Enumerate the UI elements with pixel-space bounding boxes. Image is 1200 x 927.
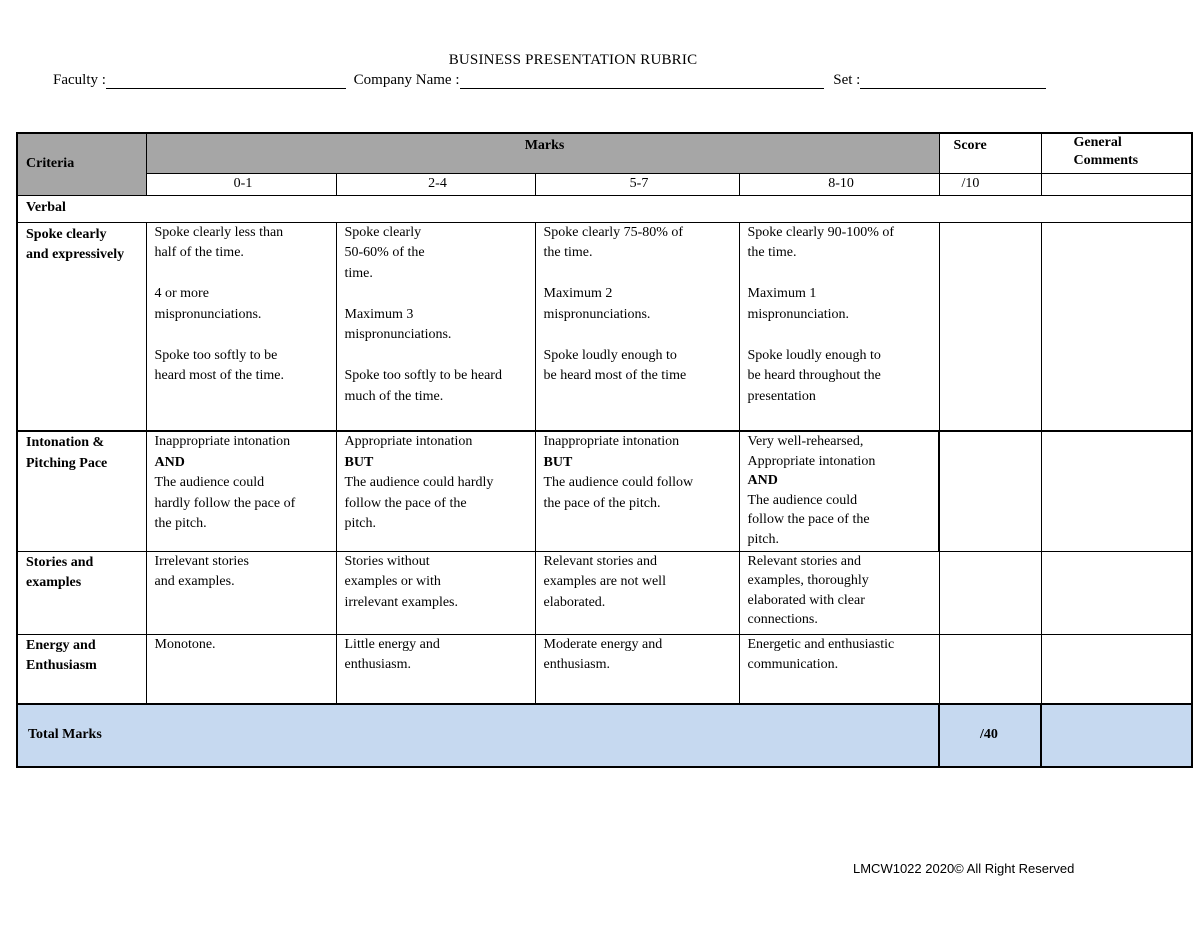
descriptor-cell: Relevant stories and examples, thoroughly elaborated with clear connections. (739, 551, 939, 634)
total-out-of: /40 (939, 704, 1041, 767)
criterion-stories: Stories and examples (17, 551, 146, 634)
header-row (17, 133, 1192, 173)
table-row (17, 222, 1192, 431)
rubric-table (16, 132, 1193, 768)
table-row (17, 551, 1192, 634)
band-0-1: 0-1 (146, 173, 336, 195)
page-title: BUSINESS PRESENTATION RUBRIC (448, 52, 698, 68)
descriptor-text: Inappropriate intonation (154, 434, 291, 449)
descriptor-cell: Spoke clearly 50-60% of the time. Maximum 3 mispronunciations. Spoke too softly to be heard much of the time. (336, 222, 535, 431)
descriptor-text: Very well-rehearsed, Appropriate intonation (747, 434, 876, 469)
set-label: Set : (833, 72, 861, 88)
descriptor-cell: Relevant stories and examples are not well elaborated. (535, 551, 739, 634)
comments-blank[interactable] (1041, 173, 1192, 195)
total-comment-cell[interactable] (1041, 704, 1192, 767)
descriptor-cell (535, 431, 739, 551)
criterion-intonation: Intonation & Pitching Pace (17, 431, 146, 551)
score-cell[interactable] (939, 551, 1041, 634)
total-marks-label: Total Marks (17, 704, 939, 767)
set-field[interactable] (860, 72, 1046, 89)
header-fields (53, 72, 1046, 89)
band-row (17, 173, 1192, 195)
descriptor-cell: Moderate energy and enthusiasm. (535, 634, 739, 704)
descriptor-cell (739, 431, 939, 551)
descriptor-text: The audience could hardly follow the pace of the pitch. (344, 475, 494, 531)
band-2-4: 2-4 (336, 173, 535, 195)
table-row (17, 431, 1192, 551)
descriptor-cell: Energetic and enthusiastic communication. (739, 634, 939, 704)
comment-cell[interactable] (1041, 222, 1192, 431)
descriptor-conjunction: BUT (344, 454, 374, 470)
criterion-spoke-clearly: Spoke clearly and expressively (17, 222, 146, 431)
company-name-field[interactable] (460, 72, 824, 89)
descriptor-text: Inappropriate intonation (543, 434, 680, 449)
marks-header: Marks (146, 133, 939, 173)
descriptor-conjunction: AND (747, 473, 778, 488)
descriptor-cell (146, 431, 336, 551)
descriptor-text: Appropriate intonation (344, 434, 473, 449)
descriptor-conjunction: AND (154, 454, 185, 470)
score-out-of: /10 (939, 173, 1041, 195)
score-cell[interactable] (939, 222, 1041, 431)
company-name-label: Company Name : (353, 72, 460, 88)
descriptor-cell: Spoke clearly 75-80% of the time. Maximum 2 mispronunciations. Spoke loudly enough to be heard most of the time (535, 222, 739, 431)
criteria-header: Criteria (17, 133, 146, 195)
score-cell[interactable] (939, 634, 1041, 704)
comment-cell[interactable] (1041, 431, 1192, 551)
band-5-7: 5-7 (535, 173, 739, 195)
descriptor-cell: Little energy and enthusiasm. (336, 634, 535, 704)
criterion-energy: Energy and Enthusiasm (17, 634, 146, 704)
descriptor-cell: Spoke clearly 90-100% of the time. Maximum 1 mispronunciation. Spoke loudly enough to be heard throughout the presentation (739, 222, 939, 431)
copyright-footer: LMCW1022 2020© All Right Reserved (853, 861, 1075, 876)
descriptor-cell: Stories without examples or with irrelevant examples. (336, 551, 535, 634)
descriptor-text: The audience could hardly follow the pace of the pitch. (154, 475, 296, 531)
score-header: Score (939, 133, 1041, 173)
descriptor-text: The audience could follow the pace of the pitch. (747, 492, 870, 547)
descriptor-cell (336, 431, 535, 551)
descriptor-text: The audience could follow the pace of the pitch. (543, 475, 694, 511)
descriptor-cell: Irrelevant stories and examples. (146, 551, 336, 634)
faculty-field[interactable] (106, 72, 346, 89)
total-row (17, 704, 1192, 767)
comment-cell[interactable] (1041, 634, 1192, 704)
faculty-label: Faculty : (53, 72, 106, 88)
comment-cell[interactable] (1041, 551, 1192, 634)
comments-header: General Comments (1041, 133, 1192, 173)
descriptor-cell: Spoke clearly less than half of the time. 4 or more mispronunciations. Spoke too softly to be heard most of the time. (146, 222, 336, 431)
descriptor-conjunction: BUT (543, 454, 573, 470)
section-row (17, 195, 1192, 222)
band-8-10: 8-10 (739, 173, 939, 195)
score-cell[interactable] (939, 431, 1041, 551)
descriptor-cell: Monotone. (146, 634, 336, 704)
table-row (17, 634, 1192, 704)
section-verbal: Verbal (17, 195, 1192, 222)
